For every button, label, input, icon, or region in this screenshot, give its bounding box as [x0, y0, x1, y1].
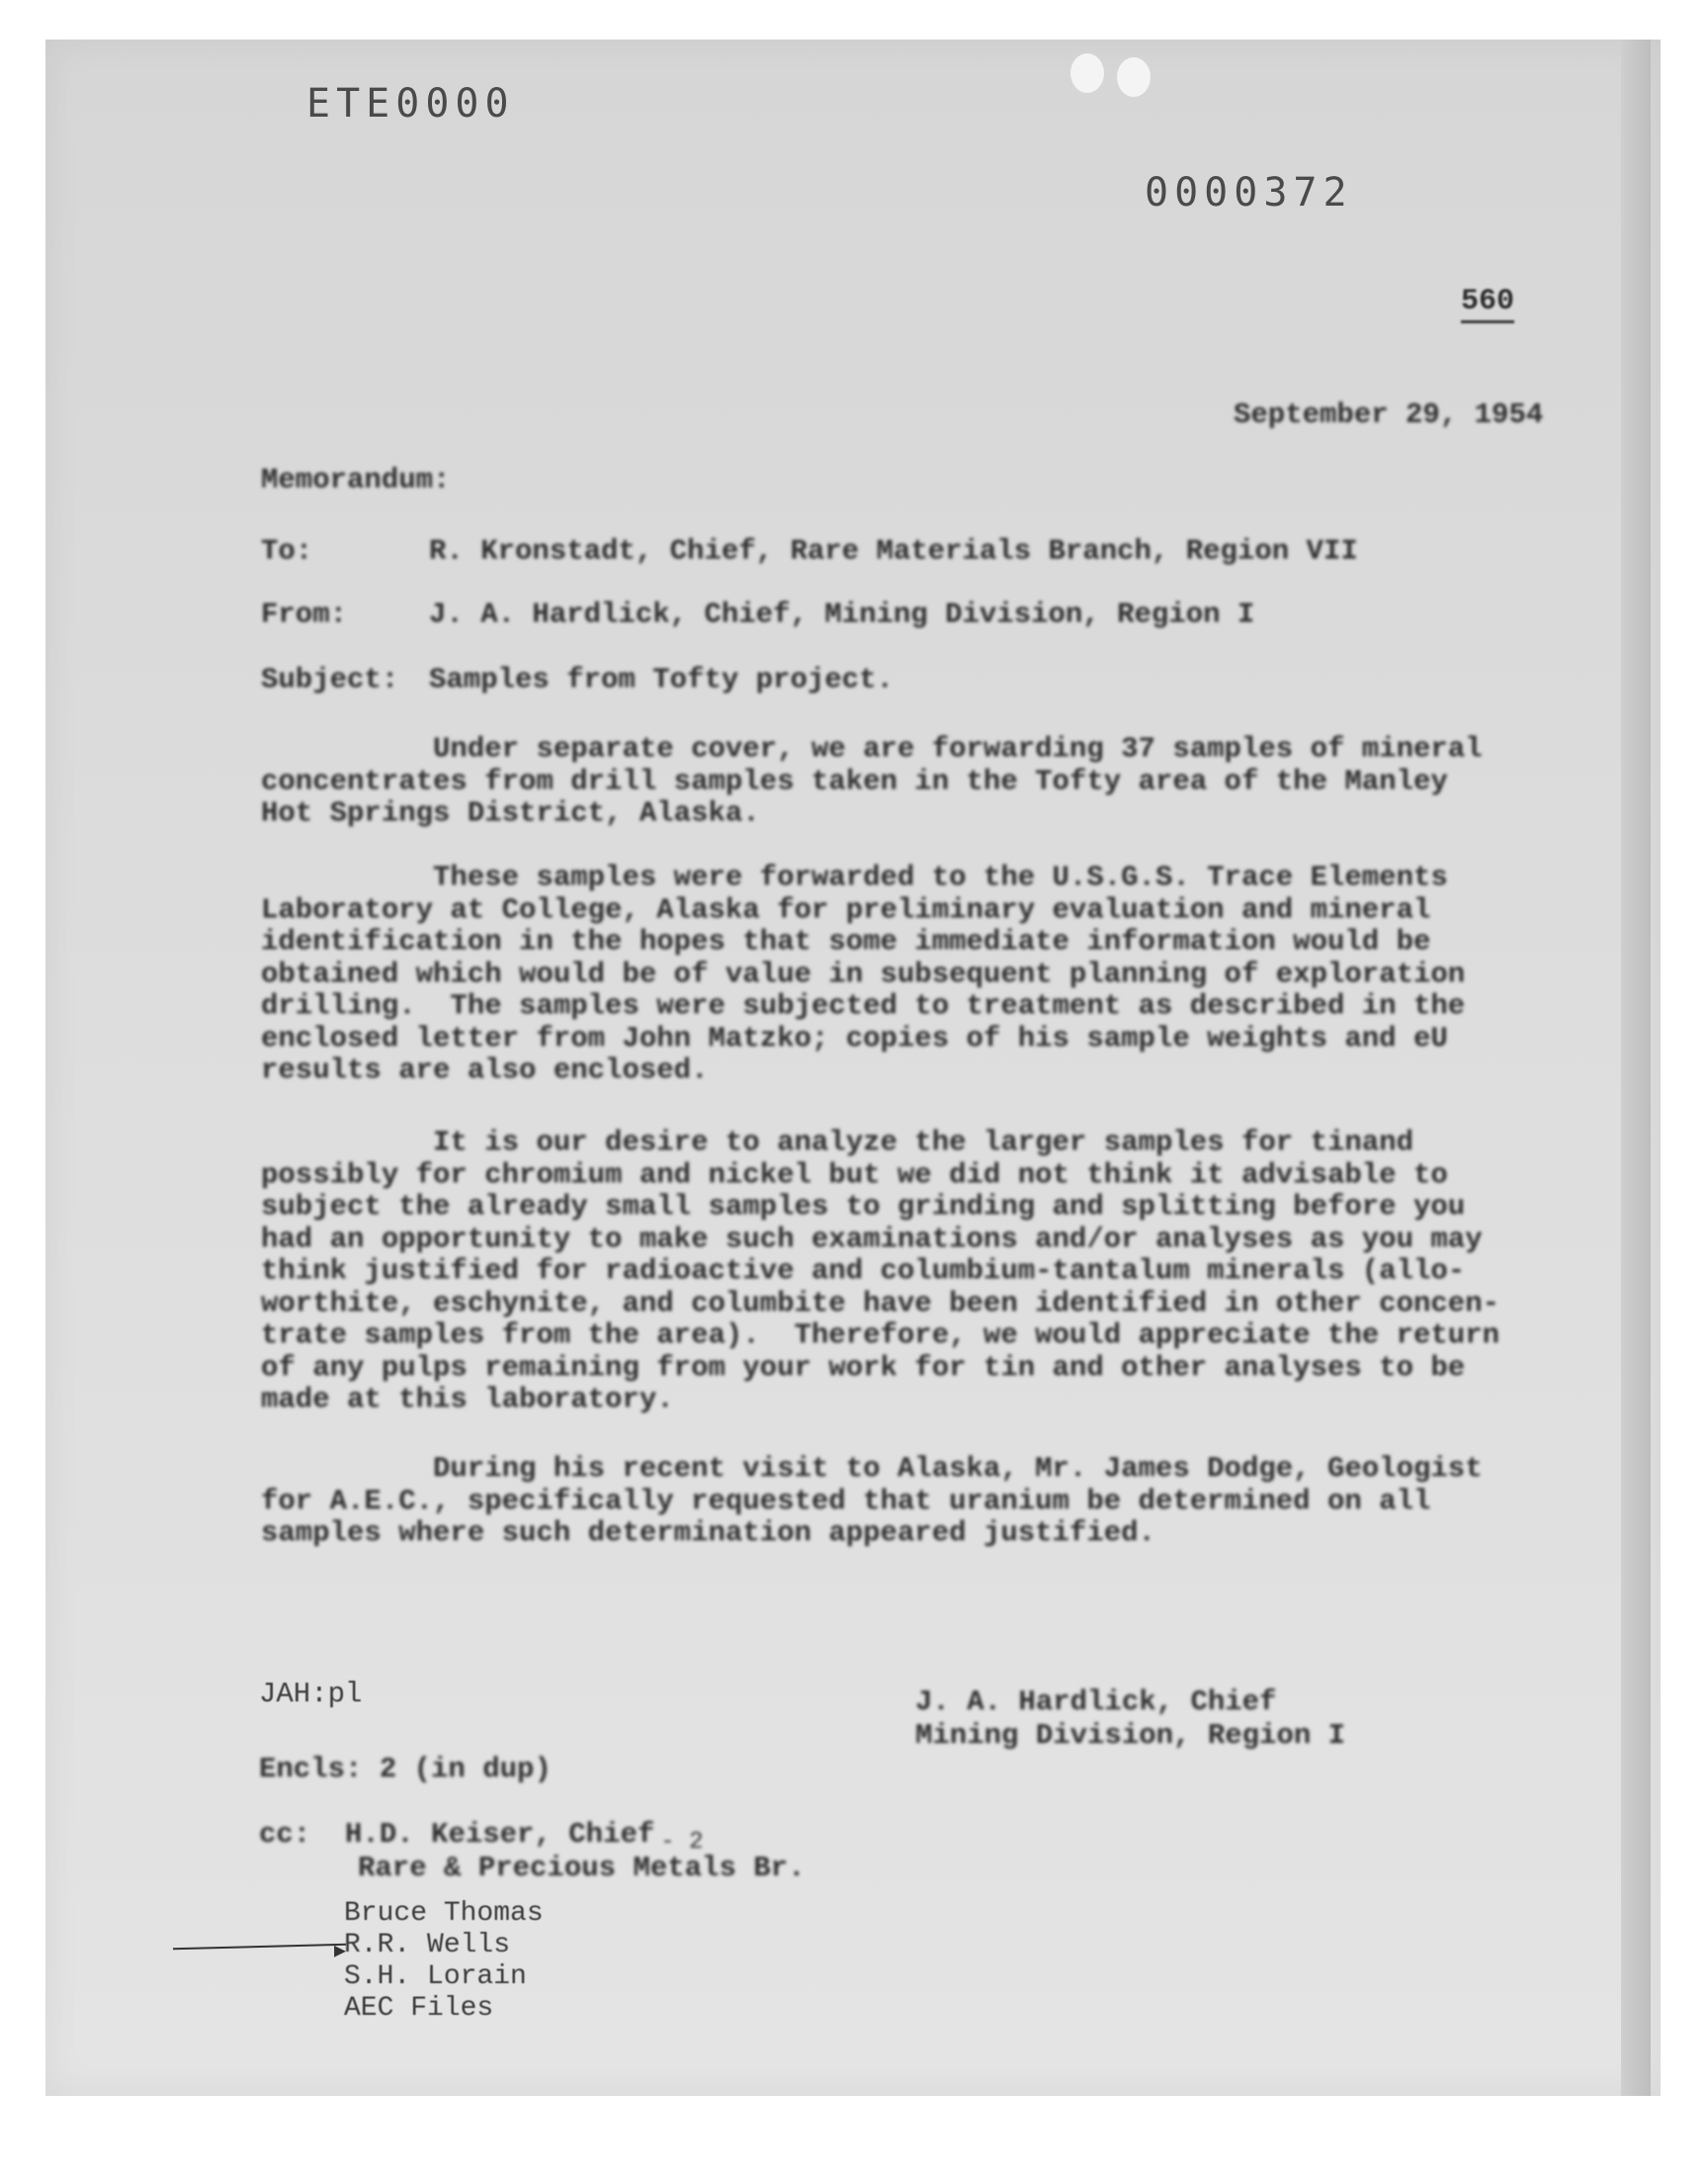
memo-subject-row	[261, 664, 894, 696]
cc-line-1: H.D. Keiser, Chief	[345, 1818, 655, 1851]
memo-from-row	[261, 599, 1254, 631]
page-edge	[1621, 40, 1651, 2096]
enclosures: Encls: 2 (in dup)	[259, 1753, 552, 1785]
memo-date: September 29, 1954	[1234, 398, 1544, 431]
punch-hole	[1070, 53, 1104, 93]
cc-line-2: Rare & Precious Metals Br.	[358, 1852, 806, 1884]
cc-row	[259, 1818, 704, 1856]
body-paragraph-1: Under separate cover, we are forwarding 37 samples of mineral concentrates from drill samples taken in the Tofty area of the Manley Hot Springs District, Alaska.	[261, 733, 1483, 829]
body-paragraph-4: During his recent visit to Alaska, Mr. James Dodge, Geologist for A.E.C., specifically requested that uranium be determined on all samples where such determination appeared justified.	[261, 1452, 1483, 1549]
stamp-document-number: 0000372	[1145, 170, 1353, 216]
to-value: R. Kronstadt, Chief, Rare Materials Branch, Region VII	[429, 535, 1358, 567]
body-paragraph-2: These samples were forwarded to the U.S.G.S. Trace Elements Laboratory at College, Alaska for preliminary evaluation and mineral identification in the hopes that some immediate information would be obtained which would be of value in subsequent planning of exploration drilling. The samples were subjected to treatment as described in the enclosed letter from John Matzko; copies of his sample weights and eU results are also enclosed.	[261, 861, 1466, 1087]
cc-list-item: AEC Files	[344, 1993, 494, 2024]
stamp-top-number: ETE0000	[306, 81, 515, 127]
memo-heading: Memorandum:	[261, 464, 451, 496]
subject-value: Samples from Tofty project.	[429, 663, 894, 696]
punch-hole	[1117, 57, 1151, 97]
cc-list	[344, 1898, 544, 2025]
cc-list-item: S.H. Lorain	[344, 1961, 527, 1992]
from-label: From:	[261, 598, 348, 631]
memo-to-row	[261, 536, 1358, 567]
cc-list-item: R.R. Wells	[344, 1930, 511, 1960]
body-paragraph-3: It is our desire to analyze the larger samples for tinand possibly for chromium and nickel but we did not think it advisable to subject the already small samples to grinding and splitting before you had an opportunity to make such examinations and/or analyses as you may think justified for radioactive and columbium-tantalum minerals (allo- worthite, eschynite, and columbite have been identified in other concen- trate samples from the area). Therefore, we would appreciate the return of any pulps remaining from your work for tin and other analyses to be made at this laboratory.	[261, 1126, 1500, 1416]
from-value: J. A. Hardlick, Chief, Mining Division, Region I	[429, 598, 1255, 631]
arrow-right-icon: ▶	[334, 1941, 347, 1963]
subject-label: Subject:	[261, 663, 399, 696]
cc-list-item: Bruce Thomas	[344, 1898, 544, 1929]
signature-line-1: J. A. Hardlick, Chief	[915, 1686, 1277, 1718]
typist-initials: JAH:pl	[259, 1678, 363, 1710]
page-number: 560	[1461, 285, 1514, 323]
to-label: To:	[261, 535, 313, 567]
cc-label: cc:	[259, 1818, 311, 1851]
signature-line-2: Mining Division, Region I	[915, 1719, 1346, 1752]
cc-handwritten-mark: - 2	[660, 1829, 704, 1856]
